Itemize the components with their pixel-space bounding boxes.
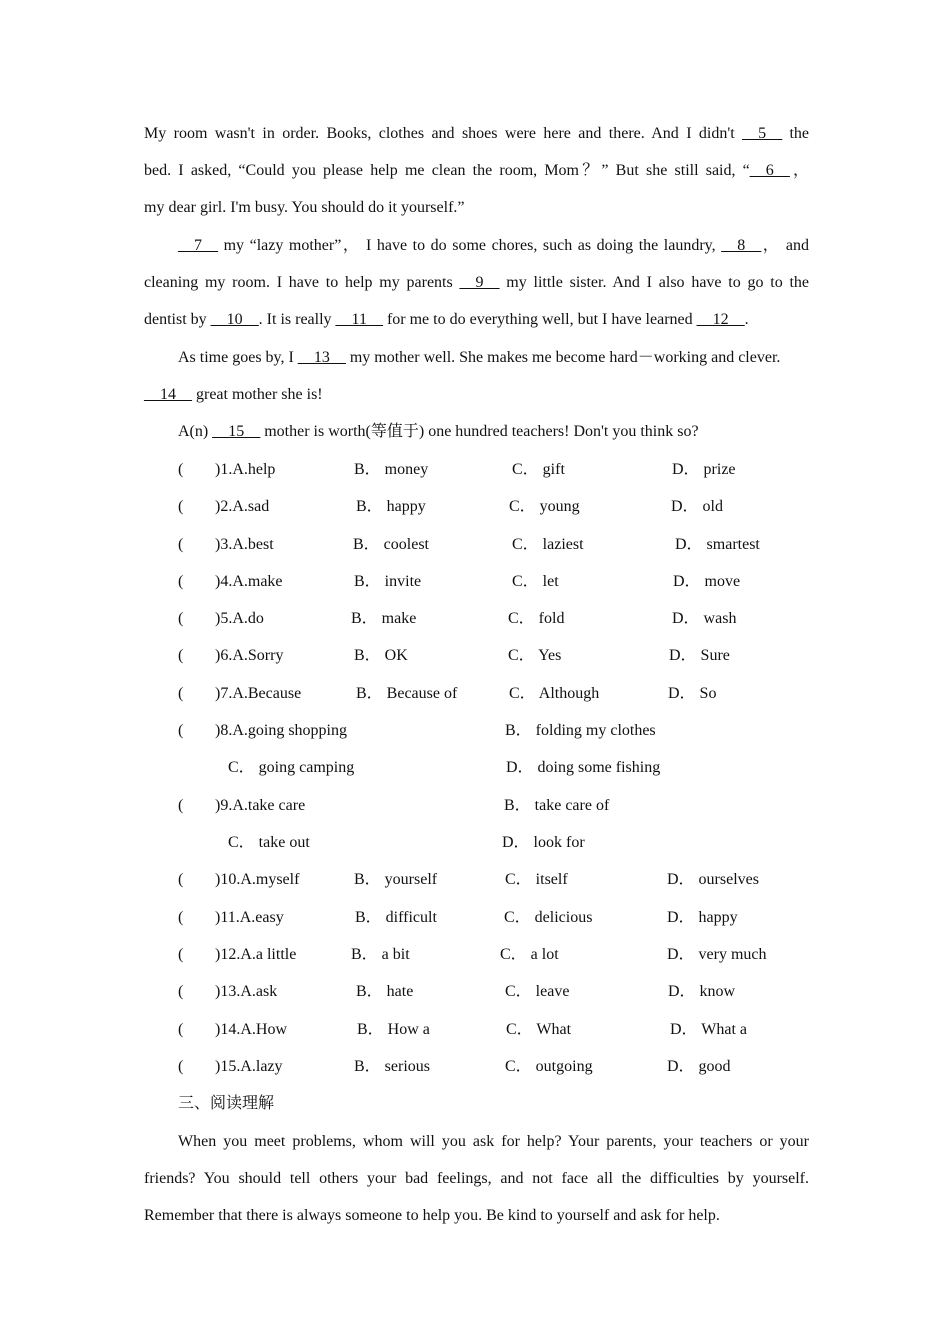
question-option-a: )8.A.going shopping [215, 722, 347, 739]
question-option-a: )3.A.best [215, 536, 274, 553]
question-option-c: C． laziest [512, 536, 584, 553]
question-option-c: C． delicious [504, 909, 593, 926]
question-option-a: )6.A.Sorry [215, 647, 284, 664]
passage-line [144, 385, 323, 405]
blank-13: __13__ [297, 349, 346, 366]
question-option-c: C． going camping [228, 759, 355, 776]
question-option-b: B． difficult [355, 909, 437, 926]
passage-line [144, 124, 809, 144]
passage-text: ， and [761, 237, 810, 254]
passage-text: for me to do everything well, but I have learned [386, 311, 693, 328]
answer-paren: ( [178, 871, 184, 888]
answer-paren: ( [178, 461, 184, 478]
question-option-b: B． a bit [351, 946, 410, 963]
question-option-d: D． doing some fishing [506, 759, 661, 776]
answer-paren: ( [178, 722, 184, 739]
answer-paren: ( [178, 1058, 184, 1075]
question-option-b: B． Because of [356, 685, 458, 702]
passage-line [144, 310, 749, 330]
question-option-b: B． invite [354, 573, 422, 590]
answer-paren: ( [178, 573, 184, 590]
answer-paren: ( [178, 536, 184, 553]
question-option-d: D． good [667, 1058, 731, 1075]
answer-paren: ( [178, 797, 184, 814]
passage-line [144, 198, 465, 218]
question-option-d: D． look for [502, 834, 585, 851]
question-option-b: B． How a [357, 1021, 430, 1038]
question-option-a: )7.A.Because [215, 685, 302, 702]
question-option-b: B． OK [354, 647, 408, 664]
answer-paren: ( [178, 1021, 184, 1038]
question-option-d: D． move [673, 573, 741, 590]
passage-text: ， [789, 162, 809, 179]
passage-text: my mother well. She makes me become hard－working and clever. [349, 349, 781, 366]
question-option-d: D． So [668, 685, 717, 702]
question-option-a: )4.A.make [215, 573, 283, 590]
answer-paren: ( [178, 610, 184, 627]
question-option-b: B． make [351, 610, 417, 627]
question-option-d: D． ourselves [667, 871, 759, 888]
question-option-b: B． coolest [353, 536, 429, 553]
question-option-a: )15.A.lazy [215, 1058, 283, 1075]
blank-9: __9__ [459, 274, 500, 291]
passage-text: bed. I asked, “Could you please help me clean the room, Mom？” But she still said, “ [144, 162, 750, 179]
passage-text: my little sister. And I also have to go to the [506, 274, 810, 291]
question-option-d: D． very much [667, 946, 767, 963]
passage-text: A(n) [178, 423, 209, 440]
passage-line [178, 422, 699, 442]
question-option-c: C． gift [512, 461, 565, 478]
passage-text: mother is worth(等值于) one hundred teachers! Don't you think so? [264, 423, 699, 440]
passage-line [144, 161, 809, 181]
question-option-d: D． prize [672, 461, 736, 478]
answer-paren: ( [178, 946, 184, 963]
passage-text: . [744, 311, 749, 328]
question-option-d: D． wash [672, 610, 737, 627]
question-option-b: B． happy [356, 498, 426, 515]
question-option-b: B． folding my clothes [505, 722, 656, 739]
question-option-b: B． yourself [354, 871, 438, 888]
question-option-a: )12.A.a little [215, 946, 297, 963]
question-option-a: )11.A.easy [215, 909, 284, 926]
question-option-c: C． young [509, 498, 580, 515]
question-option-d: D． know [668, 983, 736, 1000]
blank-5: __5__ [742, 125, 783, 142]
section-heading: 三、阅读理解 [178, 1095, 275, 1112]
passage-text: great mother she is! [196, 386, 323, 403]
passage-text: dentist by [144, 311, 207, 328]
question-option-d: D． Sure [669, 647, 730, 664]
question-option-b: B． take care of [504, 797, 610, 814]
blank-14: __14__ [144, 386, 192, 403]
question-option-a: )9.A.take care [215, 797, 306, 814]
question-option-c: C． fold [508, 610, 565, 627]
passage-line [178, 236, 809, 256]
question-option-c: C． leave [505, 983, 570, 1000]
question-option-c: C． let [512, 573, 559, 590]
question-option-a: )13.A.ask [215, 983, 278, 1000]
question-option-c: C． take out [228, 834, 310, 851]
question-option-c: C． itself [505, 871, 568, 888]
answer-paren: ( [178, 983, 184, 1000]
question-option-c: C． outgoing [505, 1058, 593, 1075]
question-option-c: C． Although [509, 685, 600, 702]
question-option-b: B． hate [356, 983, 414, 1000]
question-option-b: B． money [354, 461, 429, 478]
passage-text: . It is really [258, 311, 332, 328]
blank-11: __11__ [335, 311, 383, 328]
passage-text: As time goes by, I [178, 349, 294, 366]
passage-text: cleaning my room. I have to help my parents [144, 274, 453, 291]
question-option-d: D． happy [667, 909, 738, 926]
blank-15: __15__ [212, 423, 261, 440]
blank-7: __7__ [178, 237, 218, 254]
question-option-d: D． smartest [675, 536, 760, 553]
passage-text: my dear girl. I'm busy. You should do it yourself.” [144, 199, 465, 216]
question-option-a: )1.A.help [215, 461, 276, 478]
reading-line: Remember that there is always someone to help you. Be kind to yourself and ask for help. [144, 1207, 720, 1224]
question-option-d: D． What a [670, 1021, 748, 1038]
blank-12: __12__ [696, 311, 745, 328]
passage-text: my “lazy mother”， I have to do some chores, such as doing the laundry, [223, 237, 716, 254]
answer-paren: ( [178, 498, 184, 515]
question-option-b: B． serious [354, 1058, 431, 1075]
passage-line [144, 273, 809, 293]
blank-8: __8__ [721, 237, 762, 254]
question-option-a: )5.A.do [215, 610, 264, 627]
question-option-c: C． Yes [508, 647, 562, 664]
answer-paren: ( [178, 909, 184, 926]
answer-paren: ( [178, 647, 184, 664]
question-option-a: )2.A.sad [215, 498, 270, 515]
blank-10: __10__ [210, 311, 259, 328]
passage-text: My room wasn't in order. Books, clothes and shoes were here and there. And I didn't [144, 125, 735, 142]
question-option-a: )14.A.How [215, 1021, 287, 1038]
question-option-d: D． old [671, 498, 724, 515]
reading-line: friends? You should tell others your bad feelings, and not face all the difficulties by yourself. [144, 1170, 809, 1187]
blank-6: __6__ [749, 162, 790, 179]
passage-text: the [789, 125, 810, 142]
answer-paren: ( [178, 685, 184, 702]
question-option-c: C． a lot [500, 946, 559, 963]
question-option-c: C． What [506, 1021, 572, 1038]
reading-line: When you meet problems, whom will you ask for help? Your parents, your teachers or your [178, 1133, 809, 1150]
question-option-a: )10.A.myself [215, 871, 300, 888]
passage-line [178, 348, 780, 368]
